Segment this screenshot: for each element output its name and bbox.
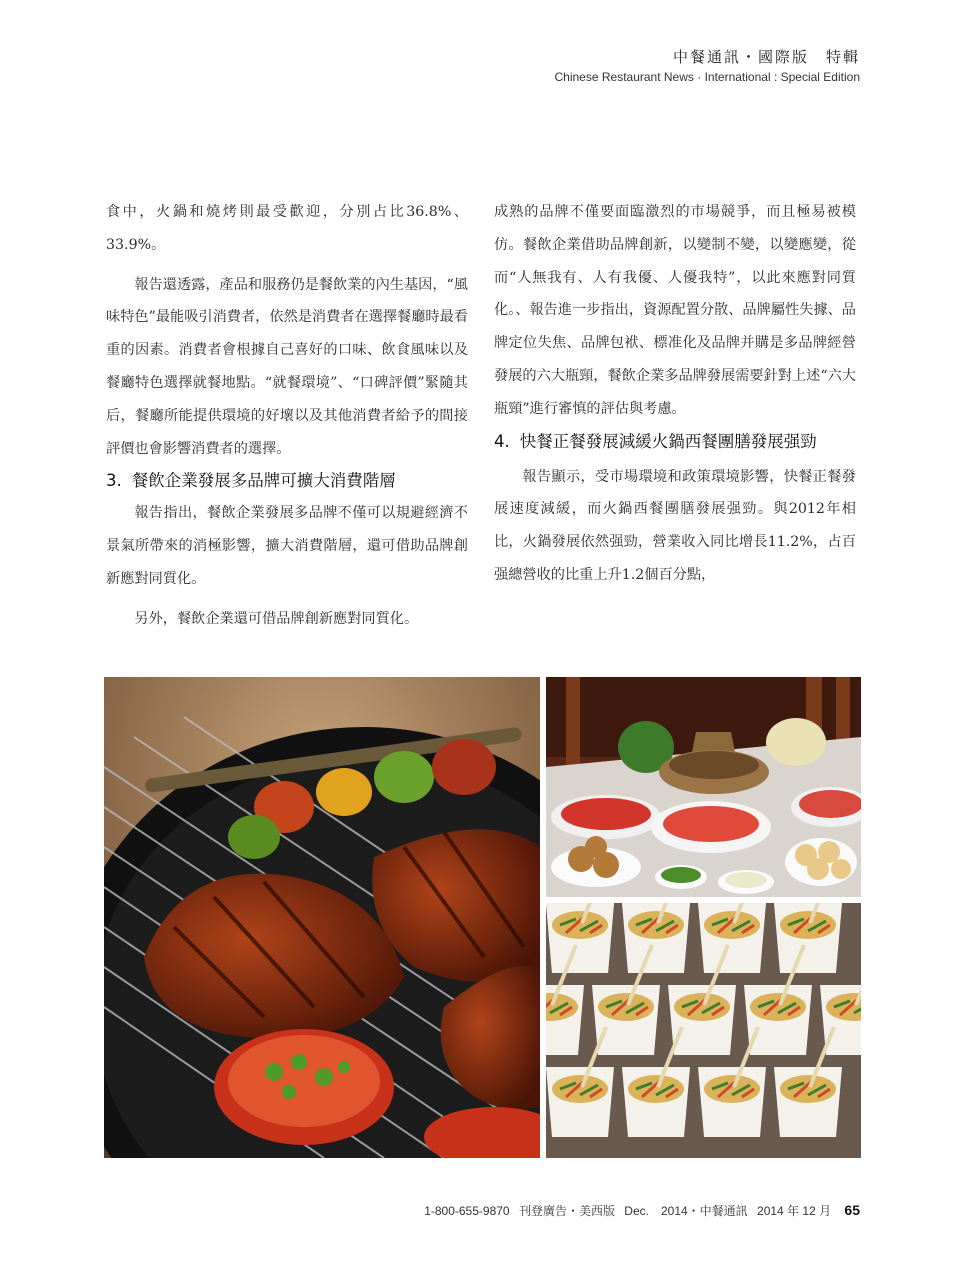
section-heading-4	[494, 427, 856, 457]
footer-issue-en: Dec. 2014	[624, 1204, 688, 1218]
footer-issue-cn: 2014 年 12 月	[757, 1204, 832, 1218]
section-title: 餐飲企業發展多品牌可擴大消費階層	[131, 471, 396, 491]
publication-title-cn: 中餐通訊・國際版 特輯	[672, 48, 860, 66]
bbq-grill-photo	[104, 677, 540, 1158]
page-footer	[418, 1202, 860, 1219]
paragraph: 報告還透露，產品和服務仍是餐飲業的內生基因，“風味特色”最能吸引消費者，依然是消費者在選擇餐廳時最看重的因素。消費者會根據自己喜好的口味、飲食風味以及餐廳特色選擇就餐地點。“就餐環境”、“口碑評價”緊隨其后，餐廳所能提供環境的好壞以及其他消費者給予的間接評價也會影響消費者的選擇。	[106, 276, 468, 457]
publication-title-en: Chinese Restaurant News · International : Special Edition	[554, 70, 860, 84]
footer-ad: 刊登廣告・美西版	[518, 1204, 615, 1218]
paragraph: 食中，火鍋和燒烤則最受歡迎，分別占比36.8%、33.9%。	[106, 204, 468, 253]
noodle-boxes-illustration	[546, 903, 861, 1158]
hotpot-photo	[546, 677, 861, 897]
bbq-grill-illustration	[104, 677, 540, 1158]
paragraph: 成熟的品牌不僅要面臨激烈的市場競爭，而且極易被模仿。餐飲企業借助品牌創新，以變制不變，以變應變，從而“人無我有、人有我優、人優我特”，以此來應對同質化。、報告進一步指出，資源配置分散、品牌屬性失據、品牌定位失焦、品牌包袱、標准化及品牌并購是多品牌經營發展的六大瓶頸，餐飲企業多品牌發展需要針對上述“六大瓶頸”進行審慎的評估與考慮。	[494, 204, 856, 417]
section-number: 4.	[494, 431, 510, 451]
paragraph: 報告指出，餐飲企業發展多品牌不僅可以規避經濟不景氣所帶來的消極影響，擴大消費階層，還可借助品牌創新應對同質化。	[106, 505, 468, 587]
paragraph: 報告顯示，受市場環境和政策環境影響，快餐正餐發展速度減緩，而火鍋西餐團膳發展强勁。與2012年相比，火鍋發展依然强勁，營業收入同比增長11.2%，占百强總營收的比重上升1.2個百分點，	[494, 468, 856, 583]
section-heading-3	[106, 466, 468, 496]
paragraph: 另外，餐飲企業還可借品牌創新應對同質化。	[134, 610, 419, 627]
hotpot-illustration	[546, 677, 861, 897]
footer-phone: 1-800-655-9870	[424, 1204, 510, 1218]
page-header	[555, 46, 861, 84]
noodle-boxes-photo	[546, 903, 861, 1158]
section-title: 快餐正餐發展減緩火鍋西餐團膳發展强勁	[519, 431, 817, 451]
article-column-right	[494, 196, 856, 592]
page-number: 65	[844, 1202, 860, 1218]
section-number: 3.	[106, 471, 122, 491]
footer-separator: ・中餐通訊	[687, 1204, 748, 1218]
article-column-left	[106, 196, 468, 636]
